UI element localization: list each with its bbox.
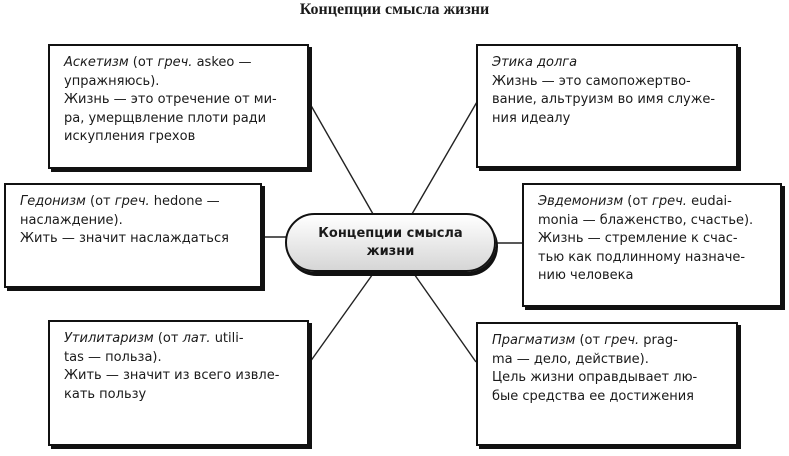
concept-description: ра, умерщвление плоти ради <box>64 110 267 126</box>
concept-description: Цель жизни оправдывает лю- <box>492 370 698 385</box>
etymology-text: ma — дело, действие). <box>492 351 649 367</box>
concept-description: бые средства ее достижения <box>492 388 694 404</box>
diagram-title: Концепции смысла жизни <box>299 1 490 18</box>
concept-description: Жить — значит наслаждаться <box>20 231 229 246</box>
concept-description: кать пользу <box>64 386 147 402</box>
term-duty-ethics: Этика долга <box>492 55 578 70</box>
concept-pragmatism <box>476 322 738 446</box>
etymology-lang: лат. <box>182 331 211 346</box>
etymology-lang: греч. <box>652 194 687 209</box>
concept-hedonism <box>4 183 262 288</box>
concept-description: ния идеалу <box>492 110 571 126</box>
central-node-label: жизни <box>366 243 415 259</box>
etymology-from: (от <box>132 55 154 70</box>
etymology-from: (от <box>90 194 111 209</box>
term-asceticism: Аскетизм <box>64 55 129 70</box>
etymology-lang: греч. <box>114 194 150 209</box>
etymology-from: (от <box>627 194 648 209</box>
term-pragmatism: Прагматизм <box>492 333 576 348</box>
etymology-lang: греч. <box>157 55 193 70</box>
concept-description: нию человека <box>538 268 634 283</box>
concept-description: Жизнь — это отречение от ми- <box>64 92 277 107</box>
etymology-text: hedone — <box>153 194 220 209</box>
central-node <box>285 213 496 272</box>
concept-description: Жить — значит из всего извле- <box>64 368 280 383</box>
etymology-from: (от <box>157 331 179 346</box>
term-utilitarianism: Утилитаризм <box>64 331 154 346</box>
concept-description: искупления грехов <box>64 129 196 144</box>
concept-duty-ethics <box>476 44 738 168</box>
etymology-from: (от <box>579 333 601 348</box>
concept-description: Жизнь — это самопожертво- <box>492 73 691 89</box>
term-hedonism: Гедонизм <box>20 194 86 209</box>
etymology-text: eudai- <box>691 194 732 209</box>
etymology-text: utili- <box>214 331 244 346</box>
etymology-text: tas — польза). <box>64 349 162 365</box>
concept-asceticism <box>48 44 309 169</box>
etymology-text: monia — блаженство, счастье). <box>538 212 754 228</box>
concept-utilitarianism <box>48 320 309 446</box>
concept-eudaimonism <box>522 183 782 307</box>
etymology-text: упражняюсь). <box>64 73 160 89</box>
concept-description: тью как подлинному назначе- <box>538 249 746 265</box>
etymology-text: askeo — <box>196 55 252 70</box>
etymology-lang: греч. <box>604 333 640 348</box>
concept-description: вание, альтруизм во имя служе- <box>492 92 716 107</box>
term-eudaimonism: Эвдемонизм <box>538 194 624 209</box>
connector-utilitarianism <box>310 271 375 362</box>
etymology-text: наслаждение). <box>20 212 123 228</box>
central-node-label: Концепции смысла <box>318 225 463 241</box>
connector-duty <box>412 95 481 214</box>
connector-pragmatism <box>412 271 476 362</box>
etymology-text: prag- <box>643 333 678 348</box>
connector-asceticism <box>305 95 373 214</box>
concept-description: Жизнь — стремление к счас- <box>538 231 738 246</box>
